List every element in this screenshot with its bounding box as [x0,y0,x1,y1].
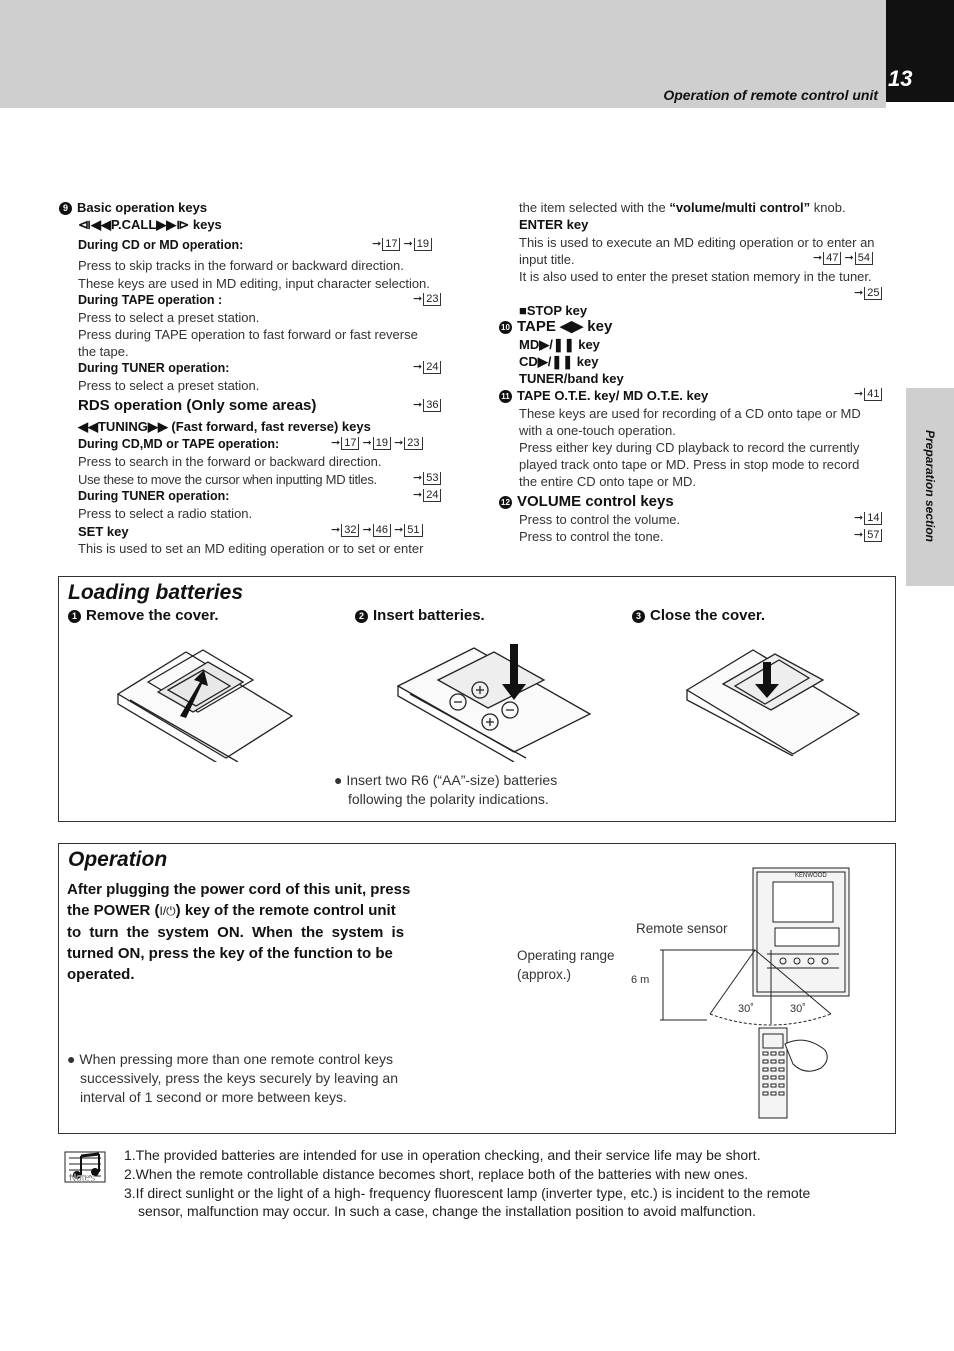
cd-md-text-1: Press to skip tracks in the forward or backward direction. [78,258,404,273]
tuning-cd-text-1: Press to search in the forward or backward direction. [78,454,382,469]
operation-line-1: After plugging the power cord of this unit, press [67,881,411,898]
page-ref: 17 [382,238,400,251]
ote-text-3: Press either key during CD playback to record the currently [519,440,860,455]
insert-batteries-illustration [394,638,594,762]
rds-ref: ➞ 36 [413,398,441,412]
step-1-marker: 1 [68,610,81,623]
page-ref: 54 [855,252,873,265]
step-1-label: Remove the cover. [86,607,219,624]
enter-key-heading: ENTER key [519,217,589,232]
battery-note: ● Insert two R6 (“AA”-size) batteries [334,772,558,788]
operation-line-4: turned ON, press the key of the function to be [67,945,393,962]
page-number: 13 [888,66,913,91]
loading-batteries-title: Loading batteries [68,581,244,604]
number-11-marker: 11 [499,390,512,403]
tuning-cd-label: During CD,MD or TAPE operation: [78,437,280,451]
note-3: 3.If direct sunlight or the light of a high- frequency fluorescent lamp (inverter type, etc.) is incident to the remote [124,1185,811,1201]
note-2: 2.When the remote controllable distance becomes short, replace both of the batteries with new ones. [124,1166,749,1182]
page-ref: 32 [341,524,359,537]
page-ref: 51 [404,524,422,537]
operation-bullet: ● When pressing more than one remote control keys [67,1051,393,1067]
page-ref: 47 [823,252,841,265]
note-3-continued: sensor, malfunction may occur. In such a case, change the installation position to avoid malfunction. [138,1203,756,1219]
operation-title: Operation [68,848,168,871]
continued-text-b: “volume/multi control” [669,200,811,215]
set-key-refs: ➞ 32 ➞ 46 ➞ 51 [331,523,423,537]
ote-text-5: the entire CD onto tape or MD. [519,474,697,489]
tuning-tuner-label: During TUNER operation: [78,489,230,503]
notes-icon [63,1148,109,1190]
power-symbol-icon: I/⏻ [159,904,176,918]
tape-text-3: the tape. [78,344,129,359]
step-insert-batteries [355,607,485,624]
step-3-marker: 3 [632,610,645,623]
step-3-label: Close the cover. [650,607,766,624]
page-ref: 24 [423,361,441,374]
enter-ref-2: ➞ 25 [854,286,882,300]
distance-label: 6 m [631,974,650,986]
page-ref: 23 [404,437,422,450]
enter-refs: ➞ 47 ➞ 54 [813,251,873,265]
operation-instructions [67,879,455,985]
tuner-key-heading: TUNER/band key [519,371,624,386]
operation-bullet-line-2: successively, press the keys securely by leaving an [80,1070,398,1086]
tape-ref: ➞ 23 [413,292,441,306]
tuning-heading: ◀◀TUNING▶▶ (Fast forward, fast reverse) keys [78,419,371,434]
battery-note-line-1: Insert two R6 (“AA”-size) batteries [346,772,558,788]
volume-text-2: Press to control the tone. [519,529,664,544]
volume-text-1: Press to control the volume. [519,512,681,527]
tuning-cd-text-2-ref: ➞ 53 [413,471,441,485]
volume-heading [499,493,674,510]
volume-ref-1: ➞ 14 [854,511,882,525]
tuning-tuner-text: Press to select a radio station. [78,506,253,521]
page-ref: 46 [373,524,391,537]
tuning-cd-refs: ➞ 17 ➞ 19 ➞ 23 [331,436,423,450]
page-ref: 53 [423,472,441,485]
remote-sensor-label: Remote sensor [636,921,728,936]
operation-line-2a: the POWER ( [67,902,160,919]
brand-logo-text: KENWOOD [795,873,827,879]
tape-key-title: TAPE ◀▶ key [517,318,613,335]
ote-text-2: with a one-touch operation. [519,423,676,438]
step-2-label: Insert batteries. [373,607,485,624]
close-cover-illustration [683,644,863,756]
operation-bullet-line-3: interval of 1 second or more between keys. [80,1089,347,1105]
cd-md-text-2: These keys are used in MD editing, input character selection. [78,276,430,291]
ote-key-heading [499,387,708,404]
continued-text-a: the item selected with the [519,200,670,215]
set-key-text: This is used to set an MD editing operation or to set or enter [78,541,424,556]
continued-text [519,199,846,216]
angle-right-label: 30˚ [790,1003,806,1015]
tape-key-heading [499,318,612,335]
operation-line-2 [67,900,455,922]
cd-md-refs: ➞ 17 ➞ 19 [372,237,432,251]
page-ref: 41 [864,388,882,401]
enter-text-2: input title. [519,252,575,267]
operating-range-label-1: Operating range [517,948,615,963]
page-ref: 19 [414,238,432,251]
stop-key-heading: ■STOP key [519,303,588,318]
basic-operation-heading [59,199,207,216]
cd-md-label: During CD or MD operation: [78,238,244,252]
tuner-text: Press to select a preset station. [78,378,260,393]
battery-note-line-2: following the polarity indications. [348,791,549,807]
operation-line-3: to turn the system ON. When the system is [67,924,405,941]
angle-left-label: 30˚ [738,1003,754,1015]
tuner-label: During TUNER operation: [78,361,230,375]
rds-heading: RDS operation (Only some areas) [78,397,317,414]
page-ref: 19 [373,437,391,450]
side-tab-label: Preparation section [923,429,937,543]
operating-range-diagram [655,864,855,1124]
continued-text-c: knob. [810,200,846,215]
operation-bullet-line-1: When pressing more than one remote control keys [79,1051,393,1067]
page-ref: 25 [864,287,882,300]
page-ref: 23 [423,293,441,306]
number-9-marker: 9 [59,202,72,215]
tape-label: During TAPE operation : [78,293,223,307]
tape-text-1: Press to select a preset station. [78,310,260,325]
tape-text-2: Press during TAPE operation to fast forward or fast reverse [78,327,418,342]
set-key-heading: SET key [78,524,129,539]
enter-text-1: This is used to execute an MD editing operation or to enter an [519,235,875,250]
volume-title: VOLUME control keys [517,493,674,510]
note-1: 1.The provided batteries are intended for use in operation checking, and their service life may be short. [124,1147,761,1163]
volume-ref-2: ➞ 57 [854,528,882,542]
ote-text-4: played track onto tape or MD. Press in stop mode to record [519,457,860,472]
number-12-marker: 12 [499,496,512,509]
page-ref: 24 [423,489,441,502]
tuner-ref: ➞ 24 [413,360,441,374]
pcall-keys-heading: ⧏◀◀P.CALL▶▶⧐ keys [78,217,222,232]
page-ref: 36 [423,399,441,412]
step-close-cover [632,607,765,624]
enter-text-3: It is also used to enter the preset station memory in the tuner. [519,269,872,284]
step-remove-cover [68,607,219,624]
md-key-heading: MD▶/❚❚ key [519,337,600,352]
section-header-title: Operation of remote control unit [663,87,878,103]
basic-operation-title: Basic operation keys [77,200,208,215]
operation-line-2b: ) key of the remote control unit [175,902,396,919]
tuning-cd-text-2: Use these to move the cursor when inputting MD titles. [78,472,377,487]
number-10-marker: 10 [499,321,512,334]
ote-ref: ➞ 41 [854,387,882,401]
step-2-marker: 2 [355,610,368,623]
tuning-tuner-ref: ➞ 24 [413,488,441,502]
page-ref: 17 [341,437,359,450]
ote-key-title: TAPE O.T.E. key/ MD O.T.E. key [517,388,709,403]
page-ref: 14 [864,512,882,525]
page-ref: 57 [864,529,882,542]
cd-key-heading: CD▶/❚❚ key [519,354,599,369]
operation-line-5: operated. [67,966,135,983]
ote-text-1: These keys are used for recording of a CD onto tape or MD [519,406,861,421]
notes-icon-label: Notes [69,1173,96,1184]
remove-cover-illustration [108,642,298,762]
operating-range-label-2: (approx.) [517,967,572,982]
